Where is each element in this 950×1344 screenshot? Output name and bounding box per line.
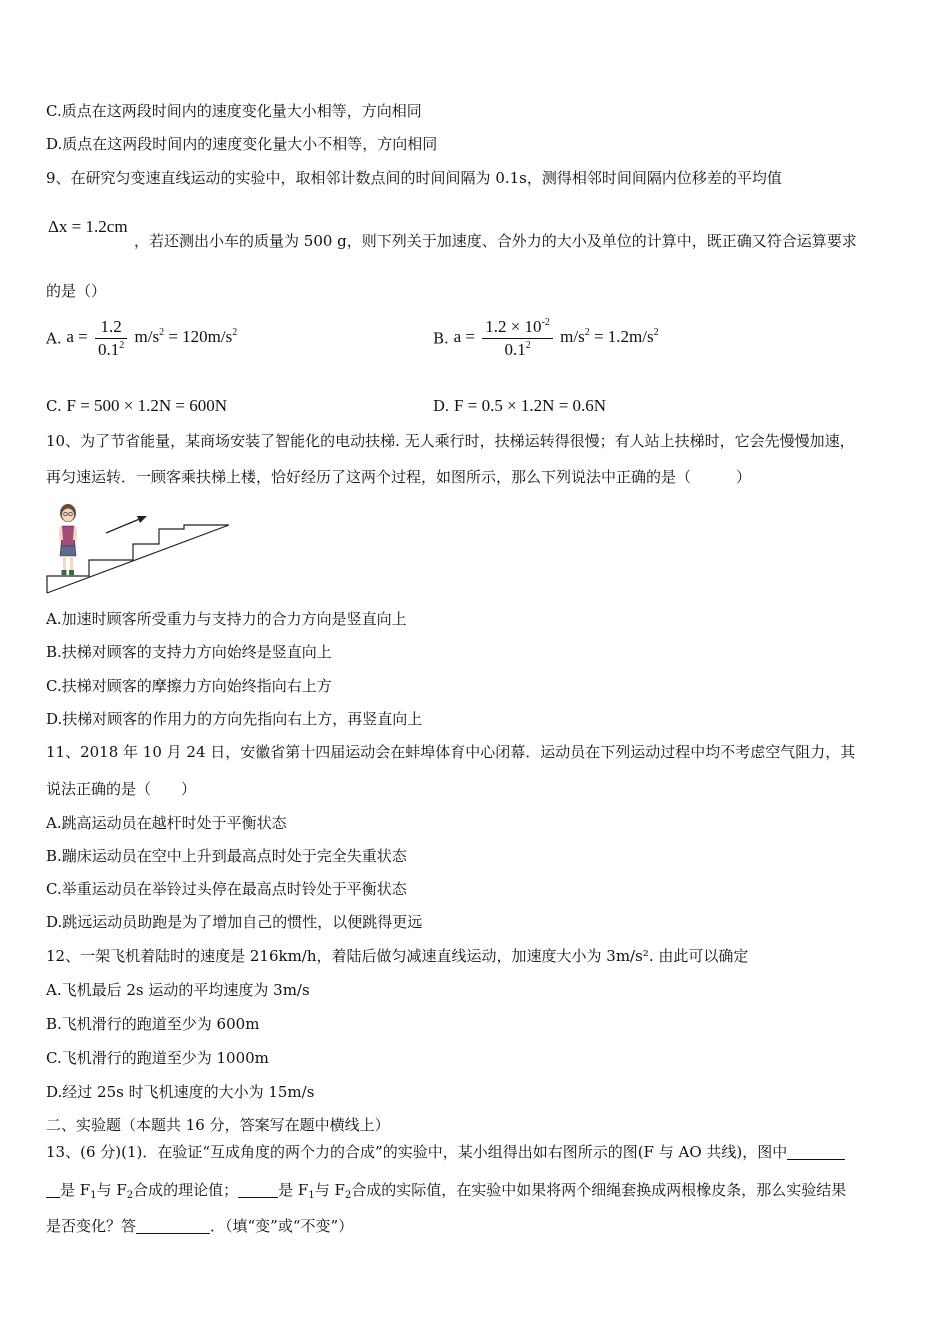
- q13-text: 与 F: [96, 1181, 127, 1199]
- subscript: 1: [90, 1190, 97, 1201]
- q13-line2: [46, 1180, 846, 1200]
- unit-exponent: 2: [584, 327, 590, 339]
- q9-option-a-label: A.: [46, 329, 62, 348]
- q13-text: 合成的理论值；: [133, 1181, 239, 1199]
- q13-text: 与 F: [314, 1181, 345, 1199]
- q13-text: 是 F: [278, 1181, 309, 1199]
- formula-lhs: a =: [66, 327, 88, 347]
- answer-blank-3[interactable]: [136, 1217, 210, 1234]
- subscript: 2: [126, 1190, 134, 1201]
- escalator-figure: [44, 496, 234, 598]
- den-exponent: 2: [119, 340, 125, 351]
- q11-option-a: A.跳高运动员在越杆时处于平衡状态: [46, 814, 287, 832]
- q9-option-c-label: C.: [46, 397, 62, 415]
- direction-arrow: [106, 516, 147, 533]
- answer-blank-1-cont[interactable]: [46, 1181, 60, 1198]
- q10-option-a: A.加速时顾客所受重力与支持力的合力方向是竖直向上: [46, 610, 407, 628]
- unit: m/s: [134, 327, 160, 347]
- fraction: [482, 316, 553, 361]
- subscript: 1: [308, 1190, 315, 1201]
- q12-option-a: A.飞机最后 2s 运动的平均速度为 3m/s: [46, 981, 310, 999]
- q9-option-c-formula: F = 500 × 1.2N = 600N: [66, 396, 228, 415]
- result-exponent: 2: [232, 327, 238, 339]
- den-base: 0.1: [504, 340, 526, 359]
- denominator: [482, 339, 553, 361]
- q9-option-c: [46, 396, 227, 416]
- numerator: [482, 316, 553, 339]
- section-2-title: 二、实验题（本题共 16 分，答案写在题中横线上）: [46, 1116, 390, 1134]
- q9-delta-x-formula: Δx = 1.2cm: [48, 217, 128, 236]
- num-base: 1.2 × 10: [485, 317, 542, 336]
- q9-option-a-formula: [66, 317, 238, 359]
- q13-line1: [46, 1142, 845, 1162]
- q10-stem-line1: 10、为了节省能量，某商场安装了智能化的电动扶梯. 无人乘行时，扶梯运转得很慢；有人站上扶梯时，它会先慢慢加速，: [46, 432, 855, 450]
- q12-stem: 12、一架飞机着陆时的速度是 216km/h，着陆后做匀减速直线运动，加速度大小为 3m/s². 由此可以确定: [46, 947, 749, 965]
- q9-stem-line3: 的是（）: [46, 282, 107, 300]
- q13-text: 是 F: [60, 1181, 91, 1199]
- q8-option-d: D.质点在这两段时间内的速度变化量大小不相等，方向相同: [46, 135, 438, 153]
- q11-option-c: C.举重运动员在举铃过头停在最高点时铃处于平衡状态: [46, 880, 407, 898]
- q9-option-a: [46, 316, 237, 361]
- fraction: [95, 316, 127, 361]
- subscript: 2: [344, 1190, 352, 1201]
- q13-text: 是否变化？答: [46, 1217, 137, 1235]
- unit-exponent: 2: [159, 327, 165, 339]
- q9-option-b-label: B.: [433, 329, 449, 348]
- q12-option-b: B.飞机滑行的跑道至少为 600m: [46, 1015, 260, 1033]
- q13-text: ．（填“变”或“不变”）: [210, 1217, 354, 1235]
- q11-option-b: B.蹦床运动员在空中上升到最高点时处于完全失重状态: [46, 847, 407, 865]
- q11-option-d: D.跳远运动员助跑是为了增加自己的惯性，以便跳得更远: [46, 913, 423, 931]
- q9-option-d: [433, 396, 606, 416]
- result: = 120m/s: [168, 327, 233, 347]
- result-exponent: 2: [653, 327, 659, 339]
- answer-blank-1[interactable]: [787, 1143, 845, 1160]
- q10-option-c: C.扶梯对顾客的摩擦力方向始终指向右上方: [46, 677, 332, 695]
- q12-option-c: C.飞机滑行的跑道至少为 1000m: [46, 1049, 269, 1067]
- denominator: [95, 339, 127, 361]
- q9-option-b: [433, 316, 659, 361]
- q9-stem-line2-text: ，若还测出小车的质量为 500 g，则下列关于加速度、合外力的大小及单位的计算中，既正确又符合运算要求: [134, 232, 857, 250]
- q10-option-d: D.扶梯对顾客的作用力的方向先指向右上方，再竖直向上: [46, 710, 423, 728]
- q9-option-d-label: D.: [433, 397, 450, 415]
- den-exponent: 2: [525, 340, 531, 351]
- q10-stem-line2: 再匀速运转．一顾客乘扶梯上楼，恰好经历了这两个过程，如图所示，那么下列说法中正确的是（ ）: [46, 468, 752, 486]
- answer-blank-2[interactable]: [238, 1181, 278, 1198]
- formula-lhs: a =: [453, 327, 475, 347]
- q13-line1-text: 13、(6 分)(1)．在验证“互成角度的两个力的合成”的实验中，某小组得出如右图所示的图(F 与 AO 共线)，图中: [46, 1143, 788, 1161]
- q12-option-d: D.经过 25s 时飞机速度的大小为 15m/s: [46, 1083, 315, 1101]
- q13-line3: [46, 1216, 353, 1236]
- q11-stem-line1: 11、2018 年 10 月 24 日，安徽省第十四届运动会在蚌埠体育中心闭幕．运动员在下列运动过程中均不考虑空气阻力，其: [46, 743, 856, 761]
- q11-stem-line2: 说法正确的是（ ）: [46, 780, 197, 798]
- q13-text: 合成的实际值，在实验中如果将两个细绳套换成两根橡皮条，那么实验结果: [351, 1181, 847, 1199]
- q9-option-d-formula: F = 0.5 × 1.2N = 0.6N: [454, 396, 607, 415]
- den-base: 0.1: [98, 340, 120, 359]
- unit: m/s: [560, 327, 585, 347]
- customer-person-icon: [59, 504, 77, 575]
- numerator: 1.2: [95, 316, 127, 339]
- q9-stem-line1: 9、在研究匀变速直线运动的实验中，取相邻计数点间的时间间隔为 0.1s，测得相邻时间间隔内位移差的平均值: [46, 169, 782, 187]
- num-exponent: -2: [541, 317, 550, 328]
- q10-option-b: B.扶梯对顾客的支持力方向始终是竖直向上: [46, 643, 332, 661]
- q9-stem-line2: [48, 217, 128, 237]
- result: = 1.2m/s: [593, 327, 654, 347]
- q8-option-c: C.质点在这两段时间内的速度变化量大小相等，方向相同: [46, 102, 422, 120]
